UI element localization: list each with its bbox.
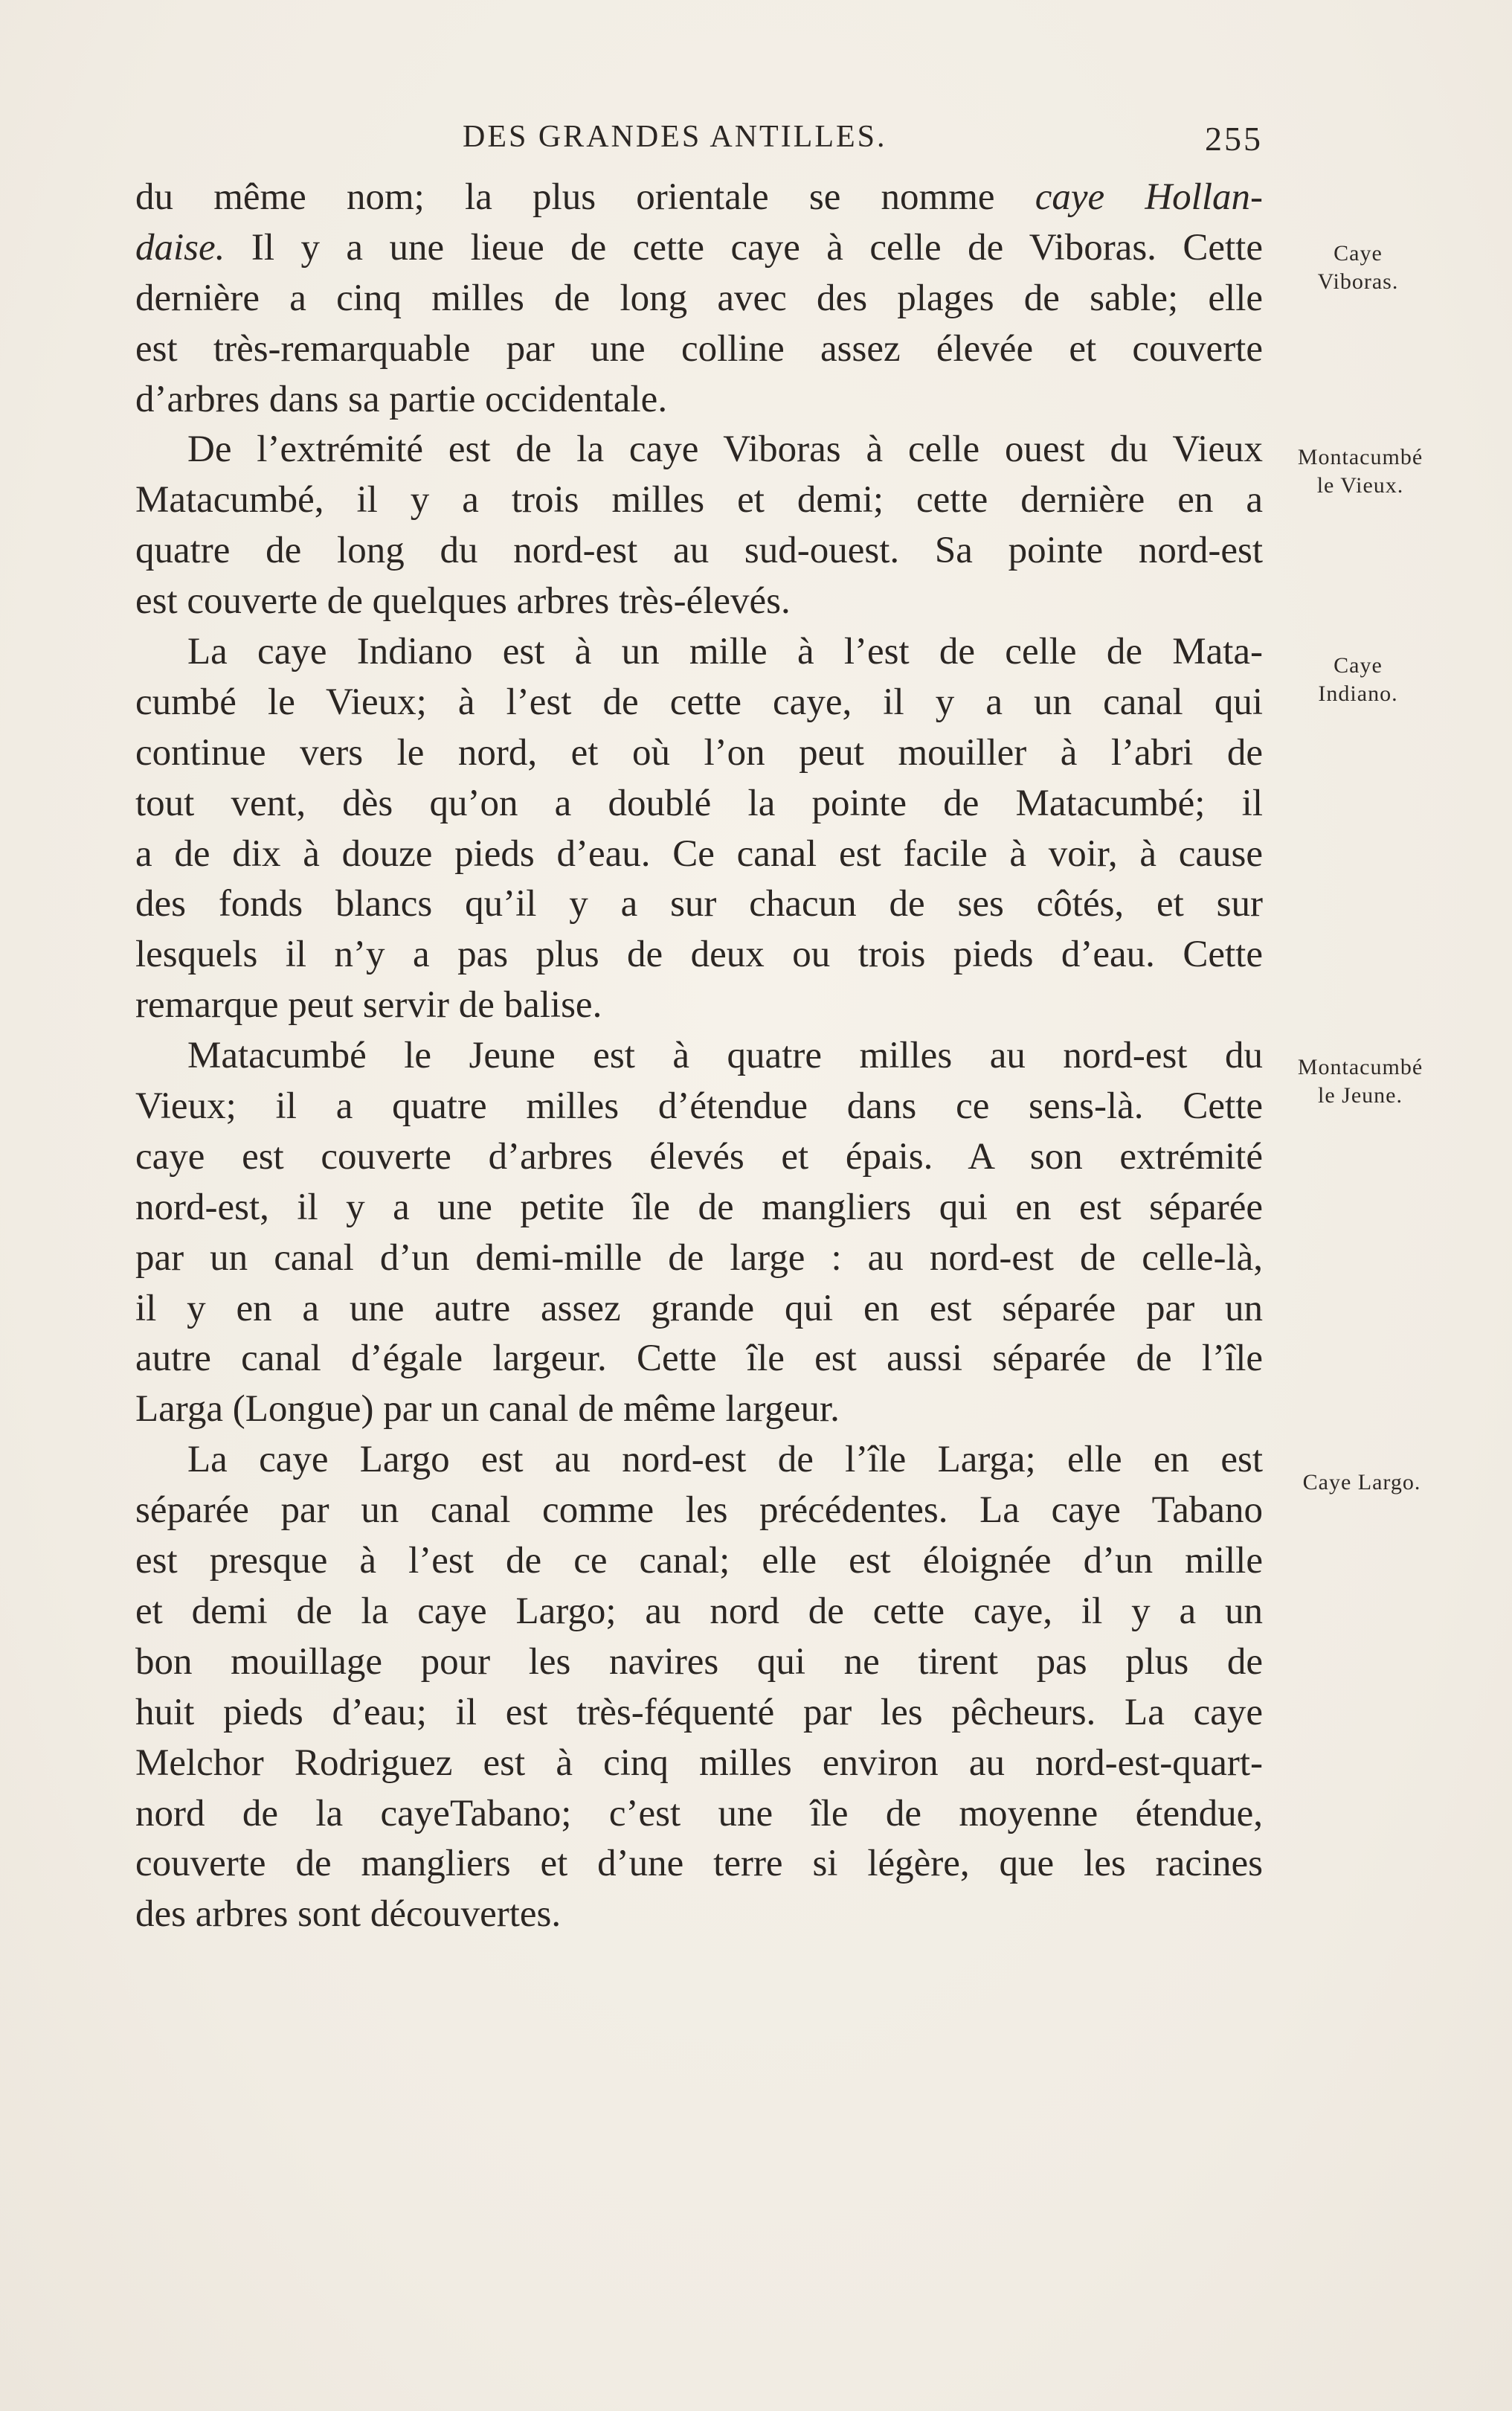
margin-note-caye-indiano: Caye Indiano. [1318,653,1398,706]
text-line: a de dix à douze pieds d’eau. Ce canal est facile à voir, à cause [135,832,1263,875]
margin-note-caye-viboras: Caye Viboras. [1317,241,1399,294]
text-line: il y en a une autre assez grande qui en est séparée par un [135,1287,1263,1329]
text-line: est très-remarquable par une colline assez élevée et couverte [135,327,1263,370]
margin-note-caye-largo: Caye Largo. [1302,1470,1421,1495]
text-line: caye est couverte d’arbres élevés et épais. A son extrémité [135,1135,1263,1178]
body-text [135,173,1263,1940]
text-line: dernière a cinq milles de long avec des plages de sable; elle [135,277,1263,319]
paragraph-start-line: La caye Indiano est à un mille à l’est de celle de Mata- [187,631,1263,673]
text-line: Matacumbé, il y a trois milles et demi; cette dernière en a [135,479,1263,521]
text-line: couverte de mangliers et d’une terre si légère, que les racines [135,1843,1263,1885]
text-line: daise. Il y a une lieue de cette caye à celle de Viboras. Cette [135,226,1263,269]
text-line: est presque à l’est de ce canal; elle est éloignée d’un mille [135,1540,1263,1582]
text-line: séparée par un canal comme les précédentes. La caye Tabano [135,1489,1263,1532]
text-line: lesquels il n’y a pas plus de deux ou trois pieds d’eau. Cette [135,934,1263,976]
paragraph-start-line: Matacumbé le Jeune est à quatre milles au nord-est du [187,1035,1263,1077]
text-line: continue vers le nord, et où l’on peut mouiller à l’abri de [135,731,1263,774]
running-title: DES GRANDES ANTILLES. [463,120,887,154]
text-line: tout vent, dès qu’on a doublé la pointe de Matacumbé; il [135,782,1263,824]
text-line: cumbé le Vieux; à l’est de cette caye, il y a un canal qui [135,681,1263,723]
margin-note-montacumbe-le-jeune: Montacumbé le Jeune. [1297,1055,1423,1108]
text-line: est couverte de quelques arbres très-élevés. [135,580,791,623]
text-line: bon mouillage pour les navires qui ne tirent pas plus de [135,1640,1263,1683]
text-line: autre canal d’égale largeur. Cette île est aussi séparée de l’île [135,1338,1263,1380]
text-line: par un canal d’un demi-mille de large : au nord-est de celle-là, [135,1236,1263,1279]
text-line: nord de la cayeTabano; c’est une île de moyenne étendue, [135,1792,1263,1834]
paragraph-start-line: La caye Largo est au nord-est de l’île Larga; elle en est [187,1439,1263,1481]
paragraph-start-line: De l’extrémité est de la caye Viboras à celle ouest du Vieux [187,428,1263,471]
text-line: des fonds blancs qu’il y a sur chacun de ses côtés, et sur [135,883,1263,925]
text-line: Larga (Longue) par un canal de même largeur. [135,1388,840,1431]
page-number: 255 [1205,120,1263,158]
margin-note-montacumbe-le-vieux: Montacumbé le Vieux. [1297,445,1423,498]
page-header [135,119,1263,164]
text-line: d’arbres dans sa partie occidentale. [135,378,668,420]
text-line: remarque peut servir de balise. [135,984,602,1027]
text-line: du même nom; la plus orientale se nomme caye Hollan- [135,176,1263,218]
text-line: huit pieds d’eau; il est très-féquenté par les pêcheurs. La caye [135,1691,1263,1733]
text-line: nord-est, il y a une petite île de mangliers qui en est séparée [135,1186,1263,1228]
text-line: quatre de long du nord-est au sud-ouest. Sa pointe nord-est [135,530,1263,572]
text-line: et demi de la caye Largo; au nord de cette caye, il y a un [135,1590,1263,1632]
text-line: des arbres sont découvertes. [135,1893,562,1936]
text-line: Melchor Rodriguez est à cinq milles environ au nord-est-quart- [135,1741,1263,1784]
text-line: Vieux; il a quatre milles d’étendue dans ce sens-là. Cette [135,1085,1263,1128]
